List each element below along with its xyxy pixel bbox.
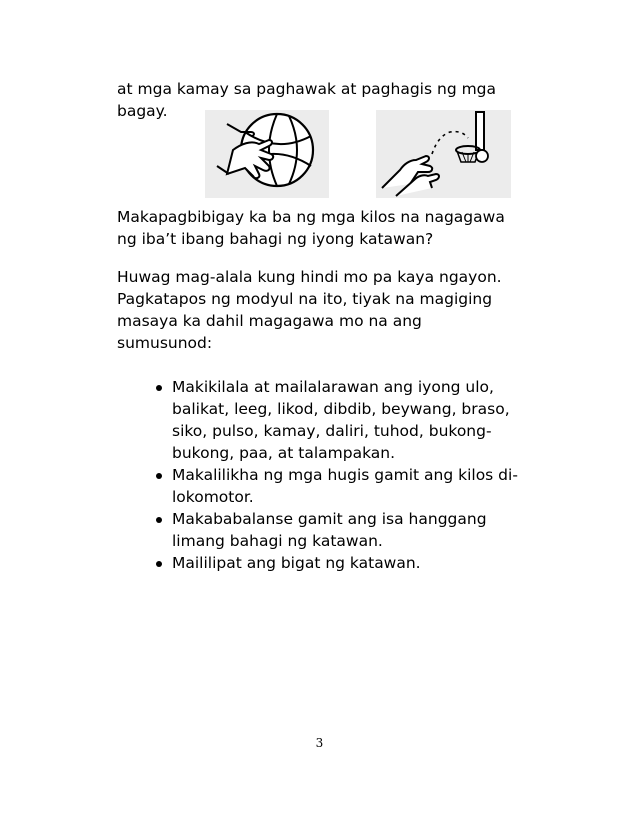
question-line: ng iba’t ibang bahagi ng iyong katawan? xyxy=(117,230,434,248)
bullet-icon xyxy=(156,517,162,523)
paragraph-line: Huwag mag-alala kung hindi mo pa kaya ngayon. xyxy=(117,268,502,286)
question-paragraph xyxy=(117,206,505,250)
paragraph-line: sumusunod: xyxy=(117,334,213,352)
list-item xyxy=(153,552,518,574)
list-item-line: Makikilala at mailalarawan ang iyong ulo, xyxy=(172,378,494,396)
intro-line: bagay. xyxy=(117,102,168,120)
paragraph-line: Pagkatapos ng modyul na ito, tiyak na magiging xyxy=(117,290,493,308)
paragraph-line: masaya ka dahil magagawa mo na ang xyxy=(117,312,422,330)
list-item-line: Maililipat ang bigat ng katawan. xyxy=(172,554,421,572)
bullet-icon xyxy=(156,473,162,479)
list-item-line: bukong, paa, at talampakan. xyxy=(172,444,396,462)
question-line: Makapagbibigay ka ba ng mga kilos na nagagawa xyxy=(117,208,505,226)
list-item xyxy=(153,508,518,552)
list-item xyxy=(153,376,518,464)
intro-line: at mga kamay sa paghawak at paghagis ng mga xyxy=(117,80,497,98)
page-number: 3 xyxy=(315,736,324,750)
list-item-line: limang bahagi ng katawan. xyxy=(172,532,383,550)
list-item-line: balikat, leeg, likod, dibdib, beywang, braso, xyxy=(172,400,510,418)
bullet-icon xyxy=(156,561,162,567)
objectives-list xyxy=(153,376,518,574)
list-item-line: Makababalanse gamit ang isa hanggang xyxy=(172,510,487,528)
hands-holding-ball-icon xyxy=(205,110,329,198)
list-item xyxy=(153,464,518,508)
list-item-line: siko, pulso, kamay, daliri, tuhod, bukong- xyxy=(172,422,492,440)
hands-throwing-to-basketball-hoop-icon xyxy=(376,110,511,198)
bullet-icon xyxy=(156,385,162,391)
list-item-line: lokomotor. xyxy=(172,488,254,506)
instruction-paragraph xyxy=(117,266,502,354)
list-item-line: Makalilikha ng mga hugis gamit ang kilos di- xyxy=(172,466,518,484)
